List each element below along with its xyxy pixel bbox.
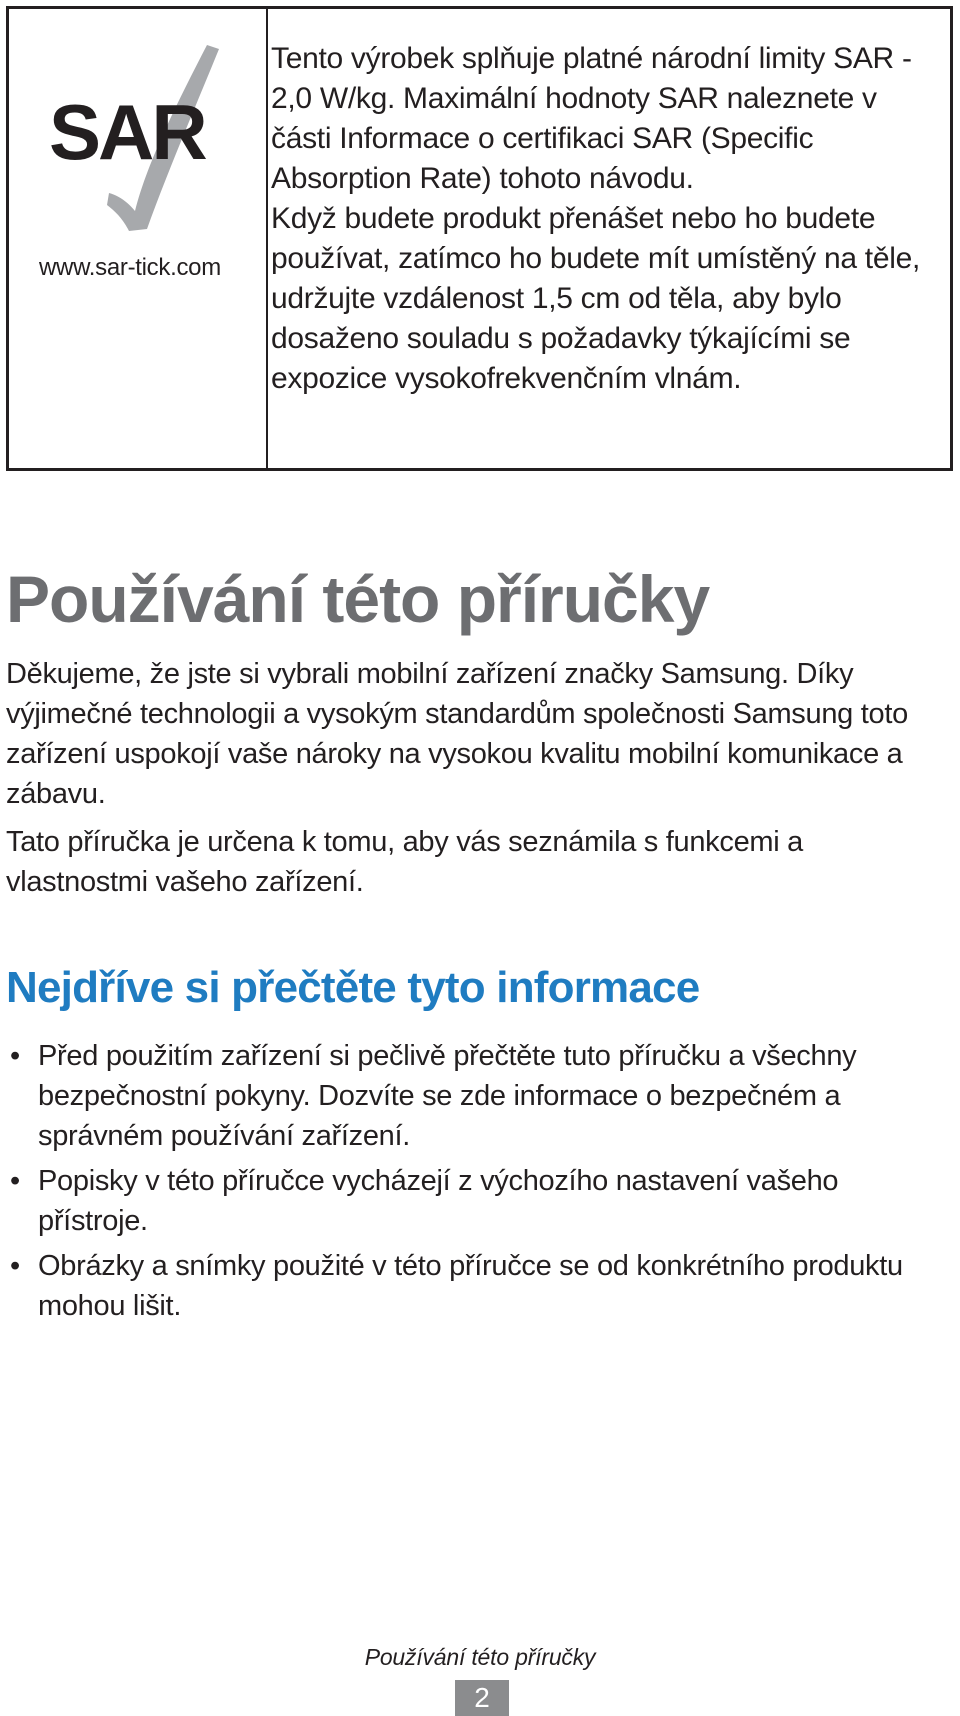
sar-tick-logo-icon	[47, 43, 247, 233]
intro-paragraph-thanks: Děkujeme, že jste si vybrali mobilní zařízení značky Samsung. Díky výjimečné technologii a vysokým standardům společnosti Samsung toto zařízení uspokojí vaše nároky na vysokou kvalitu mobilní komunikace a zábavu.	[6, 658, 908, 810]
sar-notice-box	[6, 6, 953, 471]
sar-url: www.sar-tick.com	[39, 254, 221, 281]
sar-paragraph-limits: Tento výrobek splňuje platné národní limity SAR - 2,0 W/kg. Maximální hodnoty SAR naleznete v části Informace o certifikaci SAR (Specific Absorption Rate) tohoto návodu.	[271, 42, 912, 195]
page-title: Používání této příručky	[6, 562, 710, 636]
section-title: Nejdříve si přečtěte tyto informace	[6, 963, 700, 1012]
sar-logo-text: SAR	[49, 88, 205, 176]
list-item	[6, 1161, 954, 1241]
list-item-text: Popisky v této příručce vycházejí z výchozího nastavení vašeho přístroje.	[38, 1165, 839, 1237]
sar-paragraph-distance: Když budete produkt přenášet nebo ho budete používat, zatímco ho budete mít umístěný na těle, udržujte vzdálenost 1,5 cm od těla, aby bylo dosaženo souladu s požadavky týkajícími se expozice vysokofrekvenčním vlnám.	[271, 202, 920, 395]
bullet-list	[6, 1036, 954, 1331]
sar-divider	[266, 9, 268, 468]
intro-paragraph-purpose: Tato příručka je určena k tomu, aby vás seznámila s funkcemi a vlastnostmi vašeho zařízení.	[6, 826, 803, 898]
intro-text	[6, 654, 936, 910]
list-item	[6, 1036, 954, 1156]
bullet-icon: •	[10, 1165, 20, 1197]
list-item-text: Obrázky a snímky použité v této příručce se od konkrétního produktu mohou lišit.	[38, 1250, 903, 1322]
page-number: 2	[455, 1680, 509, 1716]
footer-title: Používání této příručky	[364, 1644, 596, 1670]
bullet-icon: •	[10, 1250, 20, 1282]
bullet-icon: •	[10, 1040, 20, 1072]
list-item	[6, 1246, 954, 1326]
sar-text	[271, 39, 931, 399]
list-item-text: Před použitím zařízení si pečlivě přečtěte tuto příručku a všechny bezpečnostní pokyny. Dozvíte se zde informace o bezpečném a správném používání zařízení.	[38, 1040, 857, 1152]
